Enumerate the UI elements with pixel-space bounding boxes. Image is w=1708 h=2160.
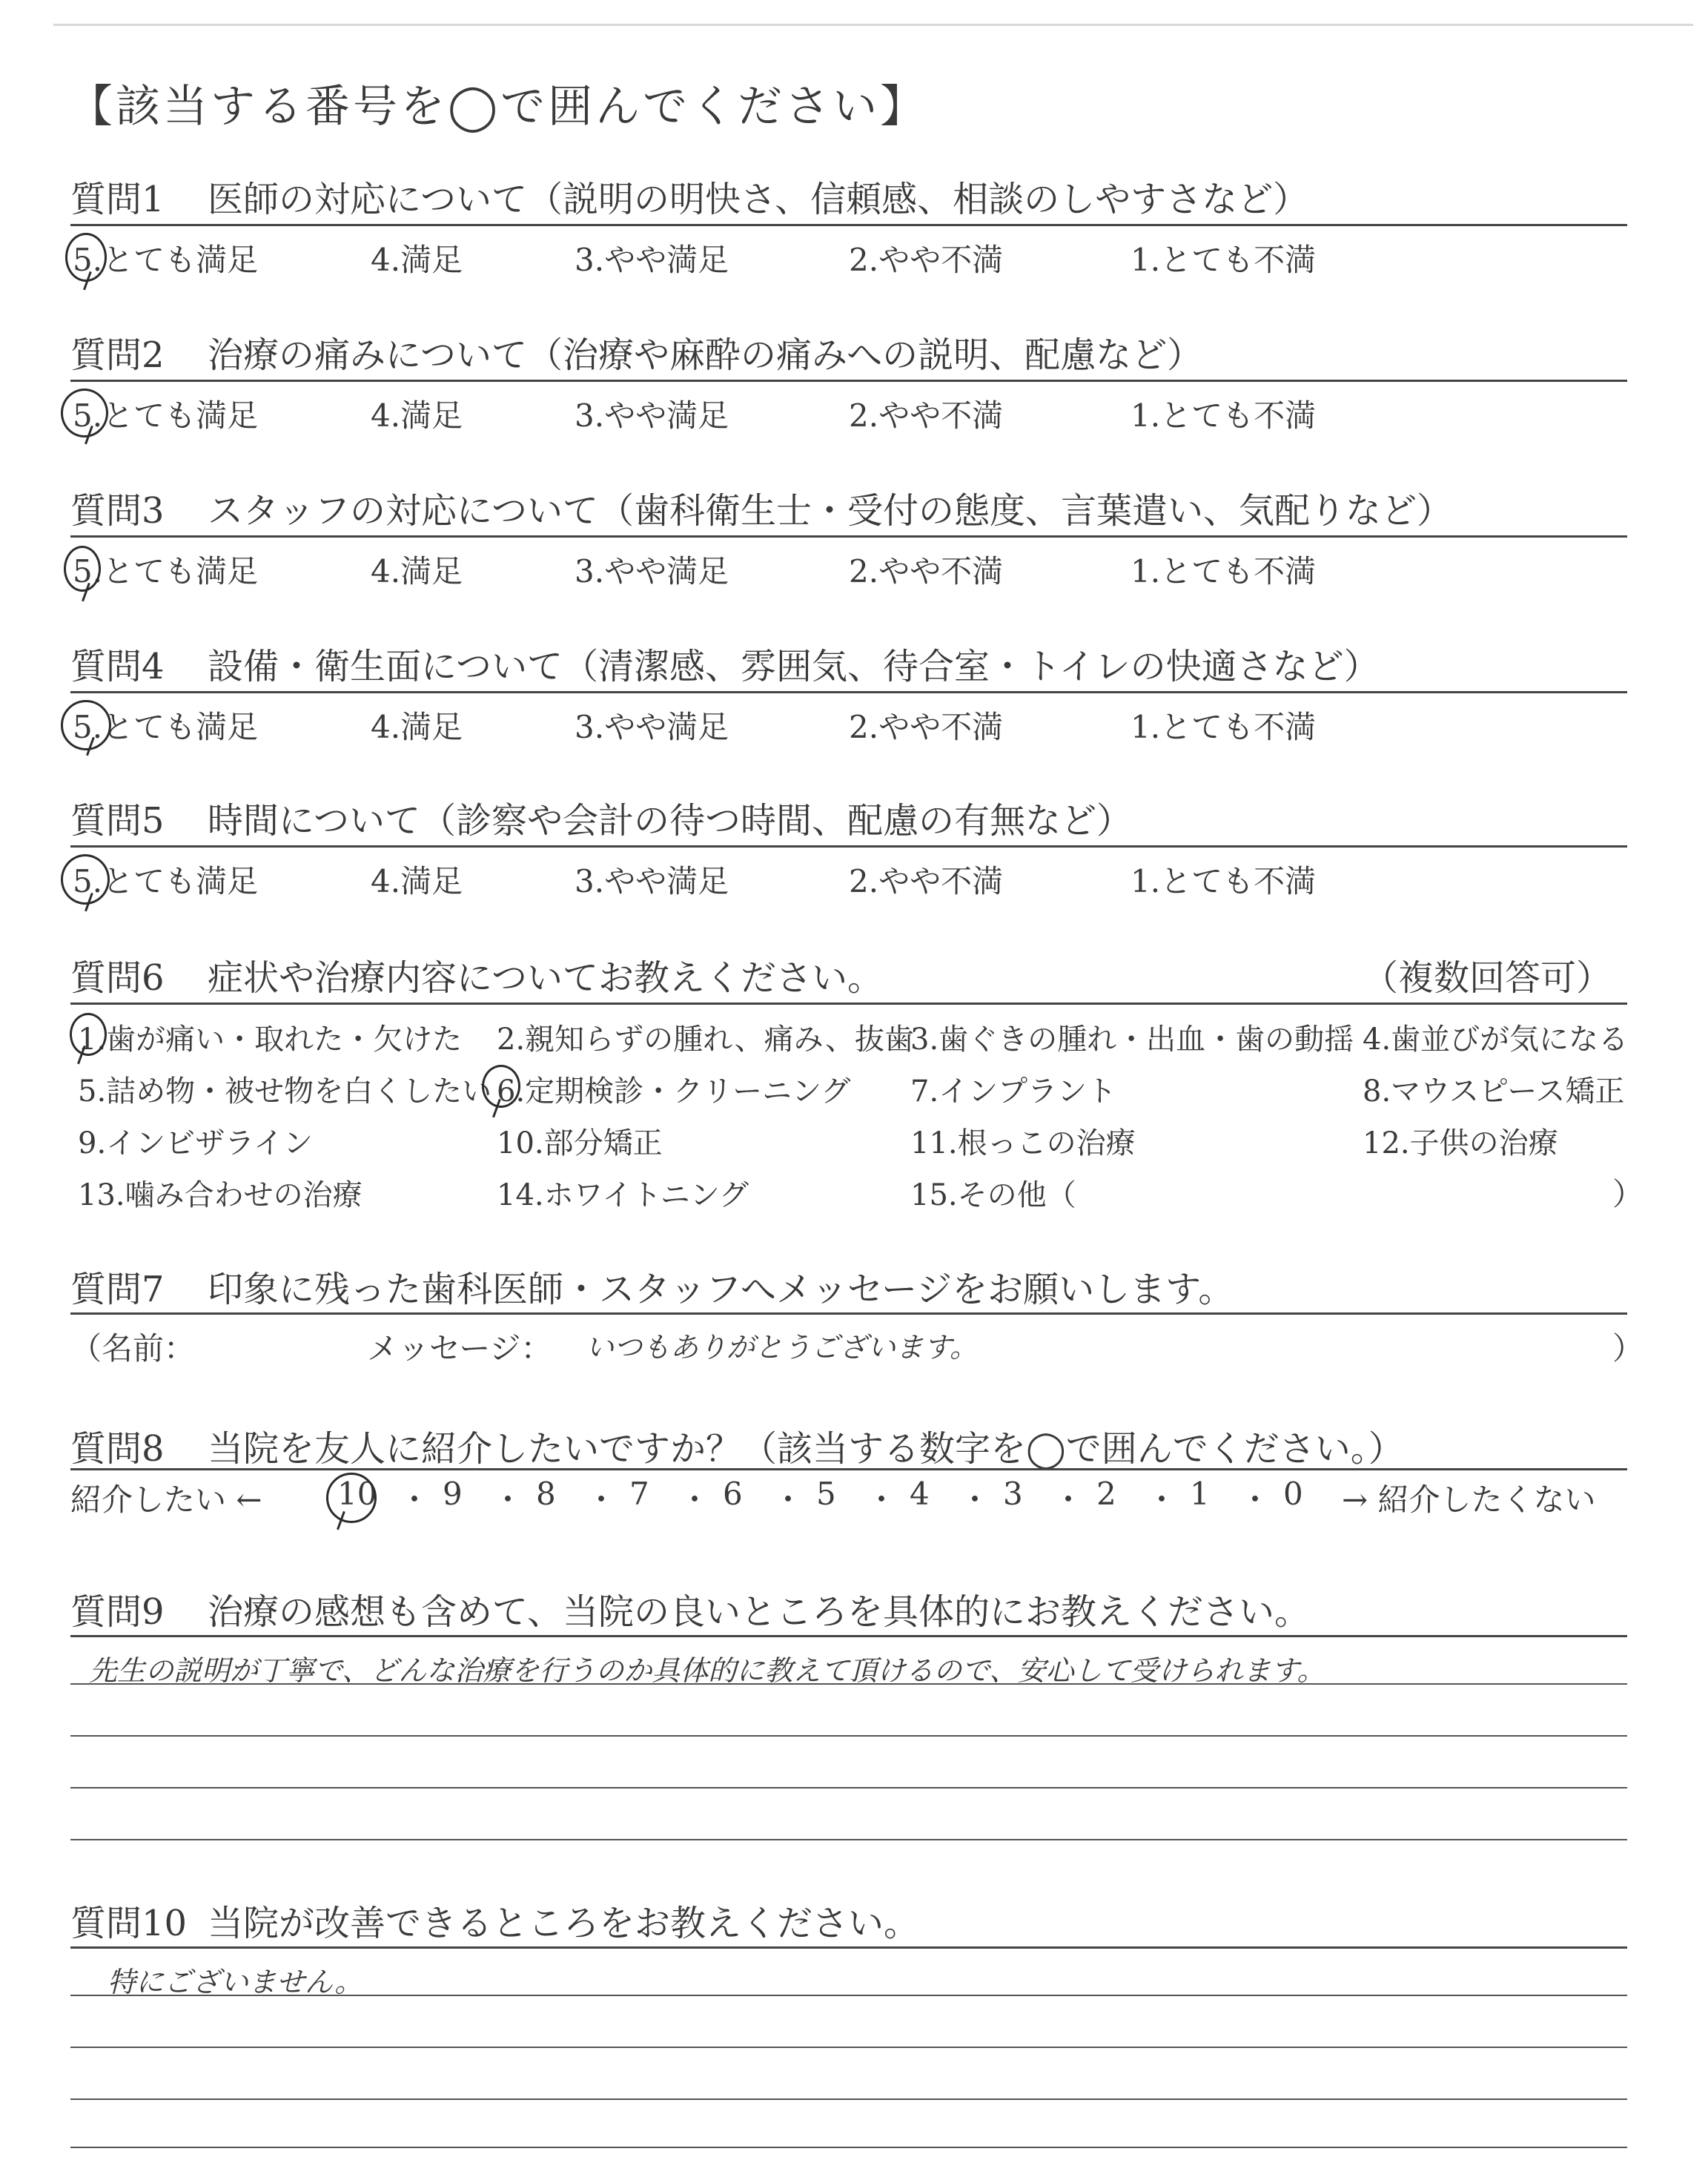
- answer-line: [70, 1787, 1627, 1789]
- question-text: 医師の対応について（説明の明快さ、信頼感、相談のしやすさなど）: [208, 179, 1309, 220]
- question-text: 治療の痛みについて（治療や麻酔の痛みへの説明、配慮など）: [208, 334, 1203, 376]
- symptom-option-10[interactable]: 10.部分矯正: [497, 1126, 663, 1160]
- divider: [70, 535, 1627, 538]
- name-label: （名前：: [70, 1330, 196, 1367]
- question-1-heading: [70, 171, 1308, 222]
- scale-9[interactable]: 9: [443, 1476, 463, 1512]
- scale-10[interactable]: 10: [337, 1476, 377, 1512]
- question-5-heading: [70, 792, 1132, 843]
- divider: [70, 224, 1627, 226]
- scale-dot: ・: [866, 1482, 898, 1518]
- scale-dot: ・: [1239, 1482, 1271, 1518]
- top-border: [53, 24, 1693, 26]
- improvement-answer[interactable]: 特にございません。: [107, 1966, 363, 1998]
- symptom-option-14[interactable]: 14.ホワイトニング: [497, 1178, 749, 1212]
- rating-option-1[interactable]: 1.とても不満: [1131, 863, 1317, 899]
- rating-option-4[interactable]: 4.満足: [371, 709, 463, 745]
- scale-dot: ・: [492, 1482, 524, 1518]
- scale-2[interactable]: 2: [1096, 1476, 1116, 1512]
- question-number: 質問9: [70, 1591, 165, 1633]
- rating-option-4[interactable]: 4.満足: [371, 242, 463, 278]
- rating-row-q4: [0, 703, 1708, 747]
- rating-row-q3: [0, 547, 1708, 592]
- answer-line: [70, 2098, 1627, 2100]
- rating-option-3[interactable]: 3.やや満足: [575, 863, 729, 899]
- scale-dot: ・: [1053, 1482, 1085, 1518]
- answer-line: [70, 1735, 1627, 1737]
- rating-option-2[interactable]: 2.やや不満: [849, 863, 1004, 899]
- question-2-heading: [70, 326, 1202, 377]
- divider: [70, 691, 1627, 693]
- rating-row-q5: [0, 857, 1708, 902]
- recommend-left-label: 紹介したい ←: [70, 1482, 262, 1518]
- question-4-heading: [70, 638, 1380, 689]
- scale-dot: ・: [772, 1482, 804, 1518]
- question-number: 質問8: [70, 1428, 165, 1470]
- scale-6[interactable]: 6: [723, 1476, 743, 1512]
- question-text: 当院が改善できるところをお教えください。: [208, 1903, 920, 1944]
- question-number: 質問7: [70, 1269, 165, 1310]
- rating-option-3[interactable]: 3.やや満足: [575, 397, 729, 434]
- rating-option-5[interactable]: 5.とても満足: [73, 863, 259, 899]
- rating-option-2[interactable]: 2.やや不満: [849, 242, 1004, 278]
- scale-5[interactable]: 5: [816, 1476, 836, 1512]
- symptom-option-9[interactable]: 9.インビザライン: [78, 1126, 313, 1160]
- divider: [70, 1946, 1627, 1949]
- question-9-heading: [70, 1583, 1310, 1634]
- question-text: 印象に残った歯科医師・スタッフへメッセージをお願いします。: [208, 1269, 1234, 1310]
- symptom-option-15[interactable]: 15.その他（: [910, 1178, 1076, 1212]
- scale-3[interactable]: 3: [1003, 1476, 1023, 1512]
- question-text: 時間について（診察や会計の待つ時間、配慮の有無など）: [208, 800, 1133, 842]
- question-text: スタッフの対応について（歯科衛生士・受付の態度、言葉遣い、気配りなど）: [208, 490, 1453, 532]
- divider: [70, 845, 1627, 848]
- question-6-heading: [70, 949, 883, 1000]
- symptom-option-12[interactable]: 12.子供の治療: [1363, 1126, 1558, 1160]
- symptom-option-11[interactable]: 11.根っこの治療: [910, 1126, 1136, 1160]
- answer-line: [70, 2147, 1627, 2148]
- message-value[interactable]: いつもありがとうございます。: [586, 1331, 978, 1364]
- selection-circle: [65, 233, 107, 282]
- scale-0[interactable]: 0: [1283, 1476, 1303, 1512]
- scale-dot: ・: [399, 1482, 431, 1518]
- rating-option-4[interactable]: 4.満足: [371, 397, 463, 434]
- question-number: 質問1: [70, 179, 165, 220]
- question-text: 症状や治療内容についてお教えください。: [208, 957, 884, 999]
- rating-option-1[interactable]: 1.とても不満: [1131, 709, 1317, 745]
- recommend-right-label: → 紹介したくない: [1342, 1482, 1596, 1518]
- rating-option-1[interactable]: 1.とても不満: [1131, 397, 1317, 434]
- scale-dot: ・: [679, 1482, 711, 1518]
- divider: [70, 1468, 1627, 1470]
- question-number: 質問4: [70, 646, 165, 687]
- symptom-option-4[interactable]: 4.歯並びが気になる: [1363, 1023, 1629, 1057]
- message-close-paren: ）: [1612, 1330, 1644, 1367]
- symptom-option-8[interactable]: 8.マウスピース矯正: [1363, 1074, 1625, 1109]
- question-3-heading: [70, 482, 1452, 533]
- rating-option-2[interactable]: 2.やや不満: [849, 397, 1004, 434]
- rating-option-4[interactable]: 4.満足: [371, 553, 463, 589]
- symptom-option-5[interactable]: 5.詰め物・被せ物を白くしたい: [78, 1074, 492, 1109]
- question-number: 質問2: [70, 334, 165, 376]
- scale-1[interactable]: 1: [1190, 1476, 1210, 1512]
- rating-option-5[interactable]: 5.とても満足: [73, 709, 259, 745]
- question-10-heading: [70, 1895, 919, 1946]
- answer-line: [70, 1839, 1627, 1840]
- question-8-heading: [70, 1420, 1404, 1471]
- scale-7[interactable]: 7: [629, 1476, 649, 1512]
- rating-option-5[interactable]: 5.とても満足: [73, 242, 259, 278]
- rating-option-2[interactable]: 2.やや不満: [849, 553, 1004, 589]
- answer-line: [70, 1995, 1627, 1996]
- symptom-option-7[interactable]: 7.インプラント: [910, 1074, 1117, 1109]
- symptom-option-6[interactable]: 6.定期検診・クリーニング: [497, 1074, 851, 1109]
- symptom-option-2[interactable]: 2.親知らずの腫れ、痛み、抜歯: [497, 1023, 914, 1057]
- question-number: 質問5: [70, 800, 165, 842]
- symptom-option-1[interactable]: 1.歯が痛い・取れた・欠けた: [78, 1023, 463, 1057]
- symptom-option-13[interactable]: 13.噛み合わせの治療: [78, 1178, 363, 1212]
- rating-option-3[interactable]: 3.やや満足: [575, 709, 729, 745]
- divider: [70, 1003, 1627, 1005]
- question-number: 質問6: [70, 957, 165, 999]
- question-number: 質問3: [70, 490, 165, 532]
- scale-4[interactable]: 4: [910, 1476, 930, 1512]
- good-points-answer[interactable]: 先生の説明が丁寧で、どんな治療を行うのか具体的に教えて頂けるので、安心して受けられます。: [89, 1654, 1325, 1687]
- rating-row-q2: [0, 392, 1708, 436]
- divider: [70, 1312, 1627, 1315]
- rating-option-1[interactable]: 1.とても不満: [1131, 242, 1317, 278]
- scale-8[interactable]: 8: [536, 1476, 556, 1512]
- rating-option-5[interactable]: 5.とても満足: [73, 397, 259, 434]
- rating-row-q1: [0, 236, 1708, 280]
- rating-option-5[interactable]: 5.とても満足: [73, 553, 259, 589]
- question-text: 当院を友人に紹介したいですか？（該当する数字を◯で囲んでください。）: [208, 1428, 1404, 1470]
- answer-line: [70, 2047, 1627, 2048]
- answer-line: [70, 1683, 1627, 1685]
- question-7-heading: [70, 1261, 1234, 1312]
- message-label: メッセージ：: [367, 1330, 552, 1367]
- question-text: 治療の感想も含めて、当院の良いところを具体的にお教えください。: [208, 1591, 1311, 1633]
- question-text: 設備・衛生面について（清潔感、雰囲気、待合室・トイレの快適さなど）: [208, 646, 1380, 687]
- question-number: 質問10: [70, 1903, 188, 1944]
- rating-option-2[interactable]: 2.やや不満: [849, 709, 1004, 745]
- rating-option-3[interactable]: 3.やや満足: [575, 553, 729, 589]
- rating-option-3[interactable]: 3.やや満足: [575, 242, 729, 278]
- rating-option-4[interactable]: 4.満足: [371, 863, 463, 899]
- other-close-paren: ）: [1612, 1176, 1644, 1212]
- multiple-answer-note: （複数回答可）: [1363, 957, 1612, 999]
- scale-dot: ・: [586, 1482, 618, 1518]
- divider: [70, 380, 1627, 382]
- page-title: 【該当する番号を◯で囲んでください】: [68, 81, 928, 133]
- scale-dot: ・: [959, 1482, 991, 1518]
- scale-dot: ・: [1146, 1482, 1178, 1518]
- symptom-option-3[interactable]: 3.歯ぐきの腫れ・出血・歯の動揺: [910, 1023, 1354, 1057]
- rating-option-1[interactable]: 1.とても不満: [1131, 553, 1317, 589]
- divider: [70, 1635, 1627, 1637]
